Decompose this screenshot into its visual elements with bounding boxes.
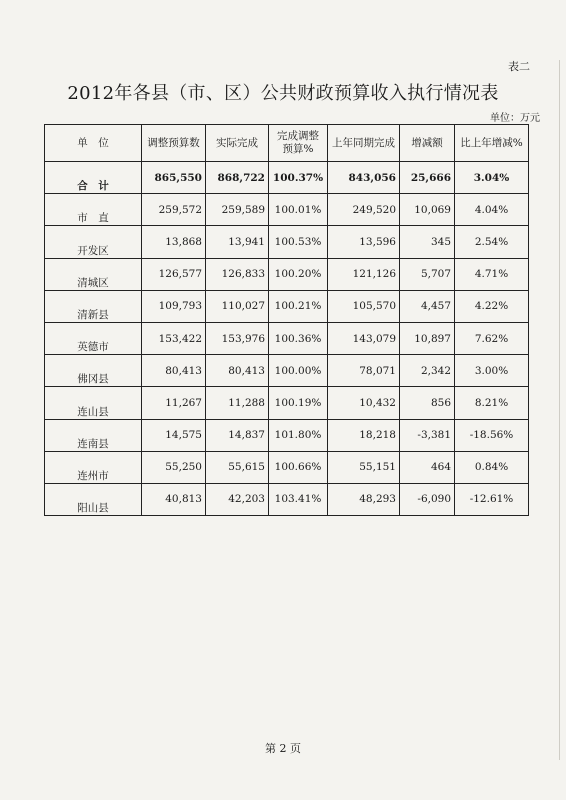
cell-last-year: 10,432 [328, 387, 400, 419]
cell-last-year: 143,079 [328, 322, 400, 354]
cell-actual: 110,027 [206, 290, 269, 322]
table-row [45, 483, 529, 515]
cell-rate: 100.37% [269, 162, 328, 194]
cell-last-year: 55,151 [328, 451, 400, 483]
cell-change-pct: 2.54% [455, 226, 529, 258]
cell-actual: 55,615 [206, 451, 269, 483]
header-change: 增减额 [400, 125, 455, 162]
cell-change-pct: 4.71% [455, 258, 529, 290]
cell-rate: 100.20% [269, 258, 328, 290]
table-row [45, 258, 529, 290]
cell-budget: 865,550 [142, 162, 206, 194]
cell-change: -3,381 [400, 419, 455, 451]
cell-change-pct: 4.04% [455, 194, 529, 226]
cell-rate: 100.21% [269, 290, 328, 322]
cell-name: 合 计 [45, 162, 142, 194]
cell-budget: 11,267 [142, 387, 206, 419]
cell-last-year: 18,218 [328, 419, 400, 451]
header-budget: 调整预算数 [142, 125, 206, 162]
cell-actual: 14,837 [206, 419, 269, 451]
cell-actual: 42,203 [206, 483, 269, 515]
cell-actual: 153,976 [206, 322, 269, 354]
table-row [45, 226, 529, 258]
header-change-pct: 比上年增减% [455, 125, 529, 162]
page-number: 第 2 页 [265, 742, 301, 755]
cell-budget: 126,577 [142, 258, 206, 290]
table-row [45, 322, 529, 354]
revenue-table [44, 124, 529, 516]
cell-name: 连南县 [45, 419, 142, 451]
cell-actual: 13,941 [206, 226, 269, 258]
header-actual: 实际完成 [206, 125, 269, 162]
cell-change-pct: -18.56% [455, 419, 529, 451]
cell-budget: 109,793 [142, 290, 206, 322]
header-rate: 完成调整预算% [269, 125, 328, 162]
cell-rate: 100.00% [269, 355, 328, 387]
cell-last-year: 78,071 [328, 355, 400, 387]
table-row-total [45, 162, 529, 194]
cell-change: 464 [400, 451, 455, 483]
page-edge-line [559, 60, 560, 760]
table-row [45, 194, 529, 226]
cell-change-pct: 7.62% [455, 322, 529, 354]
cell-budget: 259,572 [142, 194, 206, 226]
cell-name: 英德市 [45, 322, 142, 354]
cell-actual: 126,833 [206, 258, 269, 290]
table-row [45, 290, 529, 322]
cell-budget: 13,868 [142, 226, 206, 258]
cell-change: 856 [400, 387, 455, 419]
table-body [45, 162, 529, 516]
cell-change: 2,342 [400, 355, 455, 387]
cell-last-year: 121,126 [328, 258, 400, 290]
cell-name: 阳山县 [45, 483, 142, 515]
header-last-year: 上年同期完成 [328, 125, 400, 162]
cell-rate: 103.41% [269, 483, 328, 515]
cell-change: 345 [400, 226, 455, 258]
header-row [45, 125, 529, 162]
cell-budget: 80,413 [142, 355, 206, 387]
cell-budget: 153,422 [142, 322, 206, 354]
cell-actual: 11,288 [206, 387, 269, 419]
cell-change-pct: 4.22% [455, 290, 529, 322]
cell-name: 开发区 [45, 226, 142, 258]
table-header [45, 125, 529, 162]
cell-budget: 55,250 [142, 451, 206, 483]
table-row [45, 451, 529, 483]
cell-budget: 40,813 [142, 483, 206, 515]
cell-name: 佛冈县 [45, 355, 142, 387]
header-unit: 单 位 [45, 125, 142, 162]
cell-rate: 100.19% [269, 387, 328, 419]
cell-actual: 868,722 [206, 162, 269, 194]
cell-name: 清新县 [45, 290, 142, 322]
cell-change: 5,707 [400, 258, 455, 290]
cell-change-pct: -12.61% [455, 483, 529, 515]
cell-last-year: 843,056 [328, 162, 400, 194]
cell-actual: 80,413 [206, 355, 269, 387]
cell-name: 连山县 [45, 387, 142, 419]
cell-rate: 101.80% [269, 419, 328, 451]
cell-change-pct: 3.04% [455, 162, 529, 194]
cell-rate: 100.66% [269, 451, 328, 483]
cell-name: 市 直 [45, 194, 142, 226]
table-row [45, 387, 529, 419]
cell-last-year: 13,596 [328, 226, 400, 258]
cell-change: -6,090 [400, 483, 455, 515]
cell-change: 4,457 [400, 290, 455, 322]
cell-name: 清城区 [45, 258, 142, 290]
table-number: 表二 [508, 60, 530, 73]
cell-budget: 14,575 [142, 419, 206, 451]
cell-last-year: 249,520 [328, 194, 400, 226]
cell-change: 10,069 [400, 194, 455, 226]
table-row [45, 419, 529, 451]
cell-rate: 100.36% [269, 322, 328, 354]
cell-change-pct: 3.00% [455, 355, 529, 387]
cell-last-year: 105,570 [328, 290, 400, 322]
cell-rate: 100.01% [269, 194, 328, 226]
page-title: 2012年各县（市、区）公共财政预算收入执行情况表 [67, 83, 499, 104]
cell-change: 10,897 [400, 322, 455, 354]
cell-change-pct: 8.21% [455, 387, 529, 419]
cell-change: 25,666 [400, 162, 455, 194]
cell-name: 连州市 [45, 451, 142, 483]
cell-last-year: 48,293 [328, 483, 400, 515]
cell-change-pct: 0.84% [455, 451, 529, 483]
cell-actual: 259,589 [206, 194, 269, 226]
table-row [45, 355, 529, 387]
unit-label: 单位：万元 [490, 113, 540, 124]
cell-rate: 100.53% [269, 226, 328, 258]
